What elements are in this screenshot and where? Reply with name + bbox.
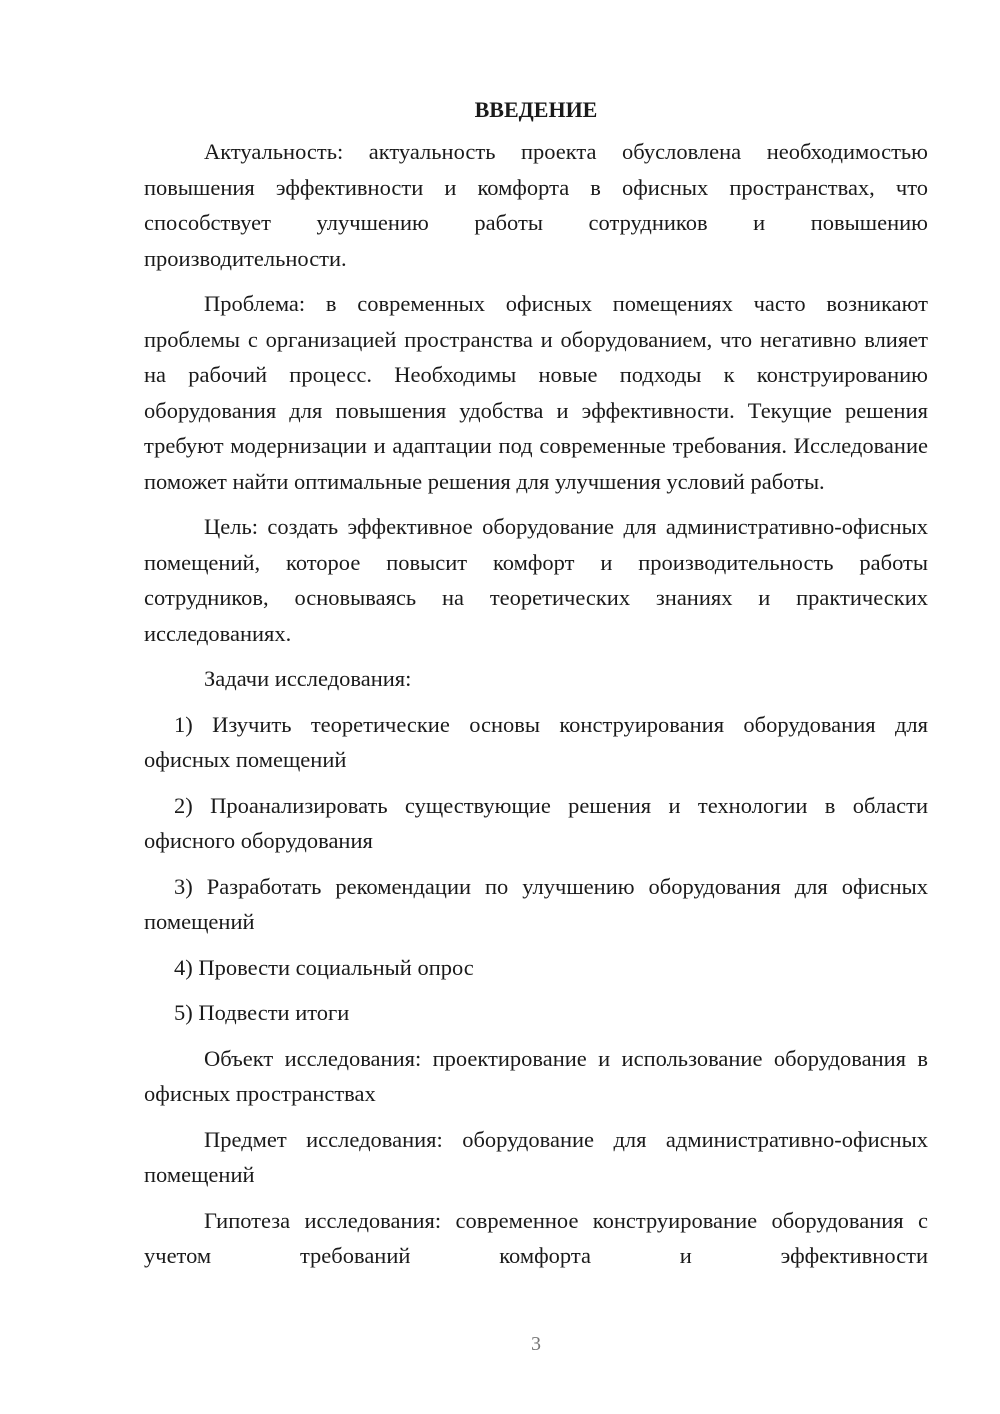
paragraph-goal: Цель: создать эффективное оборудование для административно-офисных помещений, которое повысит комфорт и производительность работы сотрудников, основываясь на теоретических знаниях и практических исследованиях. <box>144 514 928 646</box>
paragraph-relevance: Актуальность: актуальность проекта обусловлена необходимостью повышения эффективности и комфорта в офисных пространствах, что способствует улучшению работы сотрудников и повышению производительности. <box>144 139 928 271</box>
task-item-5: 5) Подвести итоги <box>174 1000 350 1025</box>
paragraph-hypothesis: Гипотеза исследования: современное конструирование оборудования с учетом требований комфорта и эффективности <box>144 1207 928 1268</box>
task-item-2: 2) Проанализировать существующие решения и технологии в области офисного оборудования <box>144 792 928 853</box>
task-item-3: 3) Разработать рекомендации по улучшению оборудования для офисных помещений <box>144 873 928 934</box>
section-heading: ВВЕДЕНИЕ <box>474 97 598 122</box>
task-item-4: 4) Провести социальный опрос <box>174 954 474 980</box>
paragraph-object: Объект исследования: проектирование и использование оборудования в офисных пространствах <box>144 1045 928 1106</box>
paragraph-tasks-label: Задачи исследования: <box>204 666 412 691</box>
paragraph-problem: Проблема: в современных офисных помещениях часто возникают проблемы с организацией пространства и оборудованием, что негативно влияет на рабочий процесс. Необходимы новые подходы к конструированию оборудования для повышения удобства и эффективности. Текущие решения требуют модернизации и адаптации под современные требования. Исследование поможет найти оптимальные решения для улучшения условий работы. <box>144 291 928 494</box>
document-page <box>144 90 928 1274</box>
task-item-1: 1) Изучить теоретические основы конструирования оборудования для офисных помещений <box>144 711 928 772</box>
paragraph-subject: Предмет исследования: оборудование для административно-офисных помещений <box>144 1126 928 1187</box>
page-number: 3 <box>531 1333 541 1355</box>
